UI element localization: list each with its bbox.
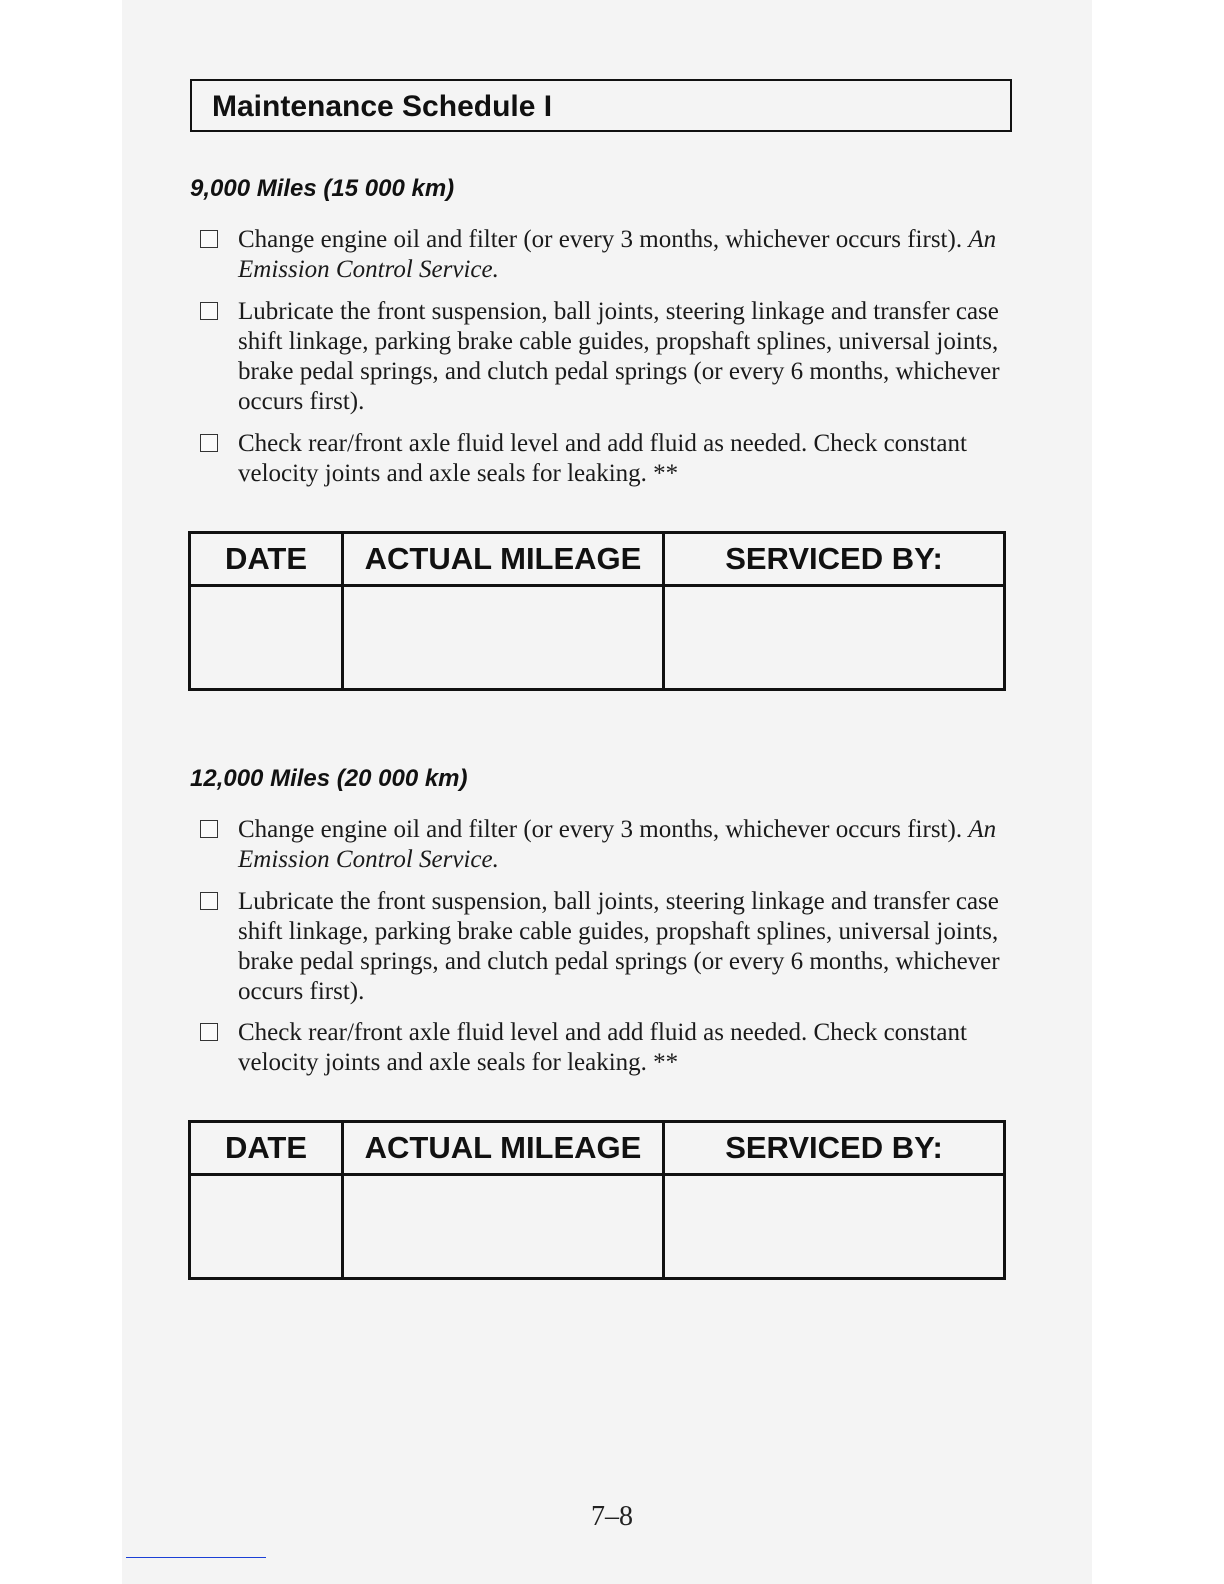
item-text: Lubricate the front suspension, ball joints, steering linkage and transfer case shift linkage, parking brake cable guides, propshaft splines, universal joints, brake pedal springs, and clutch pedal springs (or every 6 months, whichever occurs first). <box>238 298 1000 415</box>
page-number: 7–8 <box>591 1501 633 1532</box>
service-log-table <box>188 1120 1006 1280</box>
actual-mileage-cell[interactable] <box>343 586 664 690</box>
item-text: Check rear/front axle fluid level and add fluid as needed. Check constant velocity joints and axle seals for leaking. ** <box>238 1019 967 1076</box>
actual-mileage-header: ACTUAL MILEAGE <box>343 1122 664 1175</box>
actual-mileage-header: ACTUAL MILEAGE <box>343 533 664 586</box>
checkbox[interactable] <box>200 892 218 910</box>
date-header: DATE <box>190 533 343 586</box>
item-text: Check rear/front axle fluid level and add fluid as needed. Check constant velocity joints and axle seals for leaking. ** <box>238 430 967 487</box>
checkbox[interactable] <box>200 434 218 452</box>
section-heading-9000: 9,000 Miles (15 000 km) <box>190 175 455 202</box>
section-heading-12000: 12,000 Miles (20 000 km) <box>190 765 468 792</box>
bottom-link-underline <box>126 1557 266 1558</box>
service-log-table <box>188 531 1006 691</box>
checkbox[interactable] <box>200 820 218 838</box>
serviced-by-cell[interactable] <box>664 586 1005 690</box>
serviced-by-cell[interactable] <box>664 1175 1005 1279</box>
page-title: Maintenance Schedule I <box>212 90 553 123</box>
date-header: DATE <box>190 1122 343 1175</box>
actual-mileage-cell[interactable] <box>343 1175 664 1279</box>
item-text: Change engine oil and filter (or every 3 months, whichever occurs first). An Emission Control Service. <box>238 816 997 873</box>
checkbox[interactable] <box>200 302 218 320</box>
checkbox[interactable] <box>200 1023 218 1041</box>
checkbox[interactable] <box>200 230 218 248</box>
serviced-by-header: SERVICED BY: <box>664 533 1005 586</box>
item-text: Lubricate the front suspension, ball joints, steering linkage and transfer case shift linkage, parking brake cable guides, propshaft splines, universal joints, brake pedal springs, and clutch pedal springs (or every 6 months, whichever occurs first). <box>238 888 1000 1005</box>
date-cell[interactable] <box>190 586 343 690</box>
title-box <box>190 79 1012 132</box>
item-text: Change engine oil and filter (or every 3 months, whichever occurs first). An Emission Control Service. <box>238 226 997 283</box>
date-cell[interactable] <box>190 1175 343 1279</box>
serviced-by-header: SERVICED BY: <box>664 1122 1005 1175</box>
